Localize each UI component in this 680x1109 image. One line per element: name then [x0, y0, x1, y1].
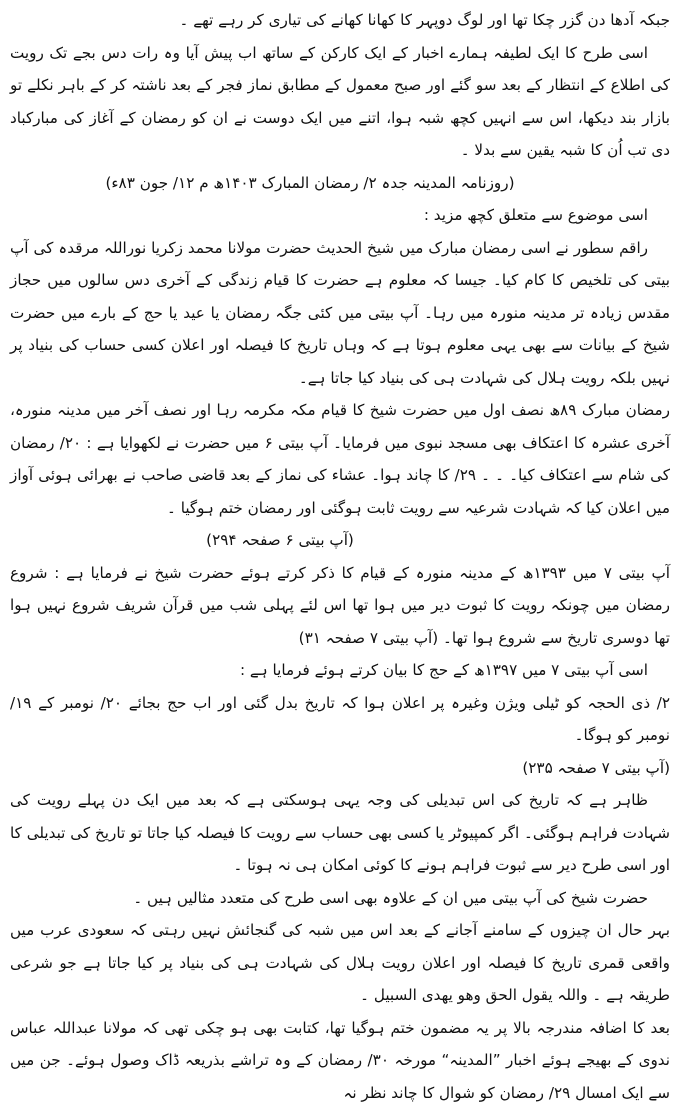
paragraph-addendum: بعد کا اضافہ مندرجہ بالا پر یہ مضمون ختم ہوگیا تھا، کتابت بھی ہو چکی تھی کہ مولانا عبداللہ عباس ندوی کے بھیجے ہوئے اخبار ”المدینہ“ مورخہ ۳۰/ رمضان کے وہ تراشے بذریعہ ڈاک وصول ہوئے۔ جن میں سے ایک امسال ۲۹/ رمضان کو شوال کا چاند نظر نہ — [10, 1012, 670, 1109]
paragraph-aap-beeti: راقم سطور نے اسی رمضان مبارک میں شیخ الحدیث حضرت مولانا محمد زکریا نوراللہ مرقدہ کی آپ بیتی کی تلخیص کا کام کیا۔ جیسا کہ معلوم ہے حضرت کا قیام زندگی کے آخری دس سالوں میں حجاز مقدس زیادہ تر مدینہ منورہ میں رہا۔ آپ بیتی میں کئی جگہ رمضان یا عید یا حج کے بارے میں حضرت شیخ کے بیانات سے بھی یہی معلوم ہوتا ہے کہ وہاں تاریخ کا فیصلہ اور اعلان کسی حساب کی بنیاد پر نہیں بلکہ رویت ہلال کی شہادت ہی کی بنیاد کیا جاتا ہے۔ — [10, 232, 670, 395]
paragraph-anecdote: اسی طرح کا ایک لطیفہ ہمارے اخبار کے ایک کارکن کے ساتھ اب پیش آیا وہ رات دس بجے تک رویت کی اطلاع کے انتظار کے بعد سو گئے اور صبح معمول کے مطابق نماز فجر کے بعد ناشتہ کر کے باہر نکلے تو بازار بند دیکھا، اس سے انہیں کچھ شبہ ہوا، اتنے میں ایک دوست نے ان کو رمضان کے آغاز کی مبارکباد دی تب اُن کا شبہ یقین سے بدلا ۔ — [10, 37, 670, 167]
reference-294: (آپ بیتی ۶ صفحہ ۲۹۴) — [10, 524, 670, 557]
paragraph-more-examples: حضرت شیخ کی آپ بیتی میں ان کے علاوہ بھی اسی طرح کی متعدد مثالیں ہیں ۔ — [10, 882, 670, 915]
citation-almadina: (روزنامہ المدینہ جدہ ۲/ رمضان المبارک ۱۴۰۳ھ م ۱۲/ جون ۸۳ء) — [10, 167, 670, 200]
paragraph-continuation: جبکہ آدھا دن گزر چکا تھا اور لوگ دوپہر کا کھانا کھانے کی تیاری کر رہے تھے ۔ — [10, 4, 670, 37]
paragraph-date-change: ظاہر ہے کہ تاریخ کی اس تبدیلی کی وجہ یہی ہوسکتی ہے کہ بعد میں ایک دن پہلے رویت کی شہادت فراہم ہوگئی۔ اگر کمپیوٹر یا کسی بھی حساب سے رویت کا فیصلہ کیا جاتا تو تاریخ کی تبدیلی کا اور اسی طرح دیر سے ثبوت فراہم ہونے کا کوئی امکان ہی نہ ہوتا ۔ — [10, 784, 670, 882]
paragraph-dhul-hijja: ۲/ ذی الحجہ کو ٹیلی ویژن وغیرہ پر اعلان ہوا کہ تاریخ بدل گئی اور اب حج بجائے ۲۰/ نومبر کے ۱۹/ نومبر کو ہوگا۔ — [10, 687, 670, 752]
paragraph-1393: آپ بیتی ۷ میں ۱۳۹۳ھ کے مدینہ منورہ کے قیام کا ذکر کرتے ہوئے حضرت شیخ نے فرمایا ہے : شروع رمضان میں چونکہ رویت کا ثبوت دیر میں ہوا تھا اس لئے پہلی شب میں قرآن شریف شروع نہیں ہوا تھا دوسری تاریخ سے شروع ہوا تھا۔ (آپ بیتی ۷ صفحہ ۳۱) — [10, 557, 670, 655]
reference-235: (آپ بیتی ۷ صفحہ ۲۳۵) — [10, 752, 670, 785]
paragraph-ramadan-89: رمضان مبارک ۸۹ھ نصف اول میں حضرت شیخ کا قیام مکہ مکرمہ رہا اور نصف آخر میں مدینہ منورہ، آخری عشرہ کا اعتکاف بھی مسجد نبوی میں فرمایا۔ آپ بیتی ۶ میں حضرت نے لکھوایا ہے : ۲۰/ رمضان کی شام سے اعتکاف کیا۔ ۔ ۔ ۲۹/ کا چاند ہوا۔ عشاء کی نماز کے بعد قاضی صاحب نے بھرائی ہوئی آواز میں اعلان کیا کہ شہادت شرعیہ سے رویت ثابت ہوگئی اور رمضان ختم ہوگیا ۔ — [10, 394, 670, 524]
paragraph-1397-intro: اسی آپ بیتی ۷ میں ۱۳۹۷ھ کے حج کا بیان کرتے ہوئے فرمایا ہے : — [10, 654, 670, 687]
paragraph-conclusion: بہر حال ان چیزوں کے سامنے آجانے کے بعد اس میں شبہ کی گنجائش نہیں رہتی کہ سعودی عرب میں واقعی قمری تاریخ کا فیصلہ اور اعلان رویت ہلال کی شہادت ہی کی بنیاد پر کیا جاتا ہے جو شرعی طریقہ ہے ۔ واللہ یقول الحق وھو یھدی السبیل ۔ — [10, 914, 670, 1012]
section-heading: اسی موضوع سے متعلق کچھ مزید : — [10, 199, 670, 232]
